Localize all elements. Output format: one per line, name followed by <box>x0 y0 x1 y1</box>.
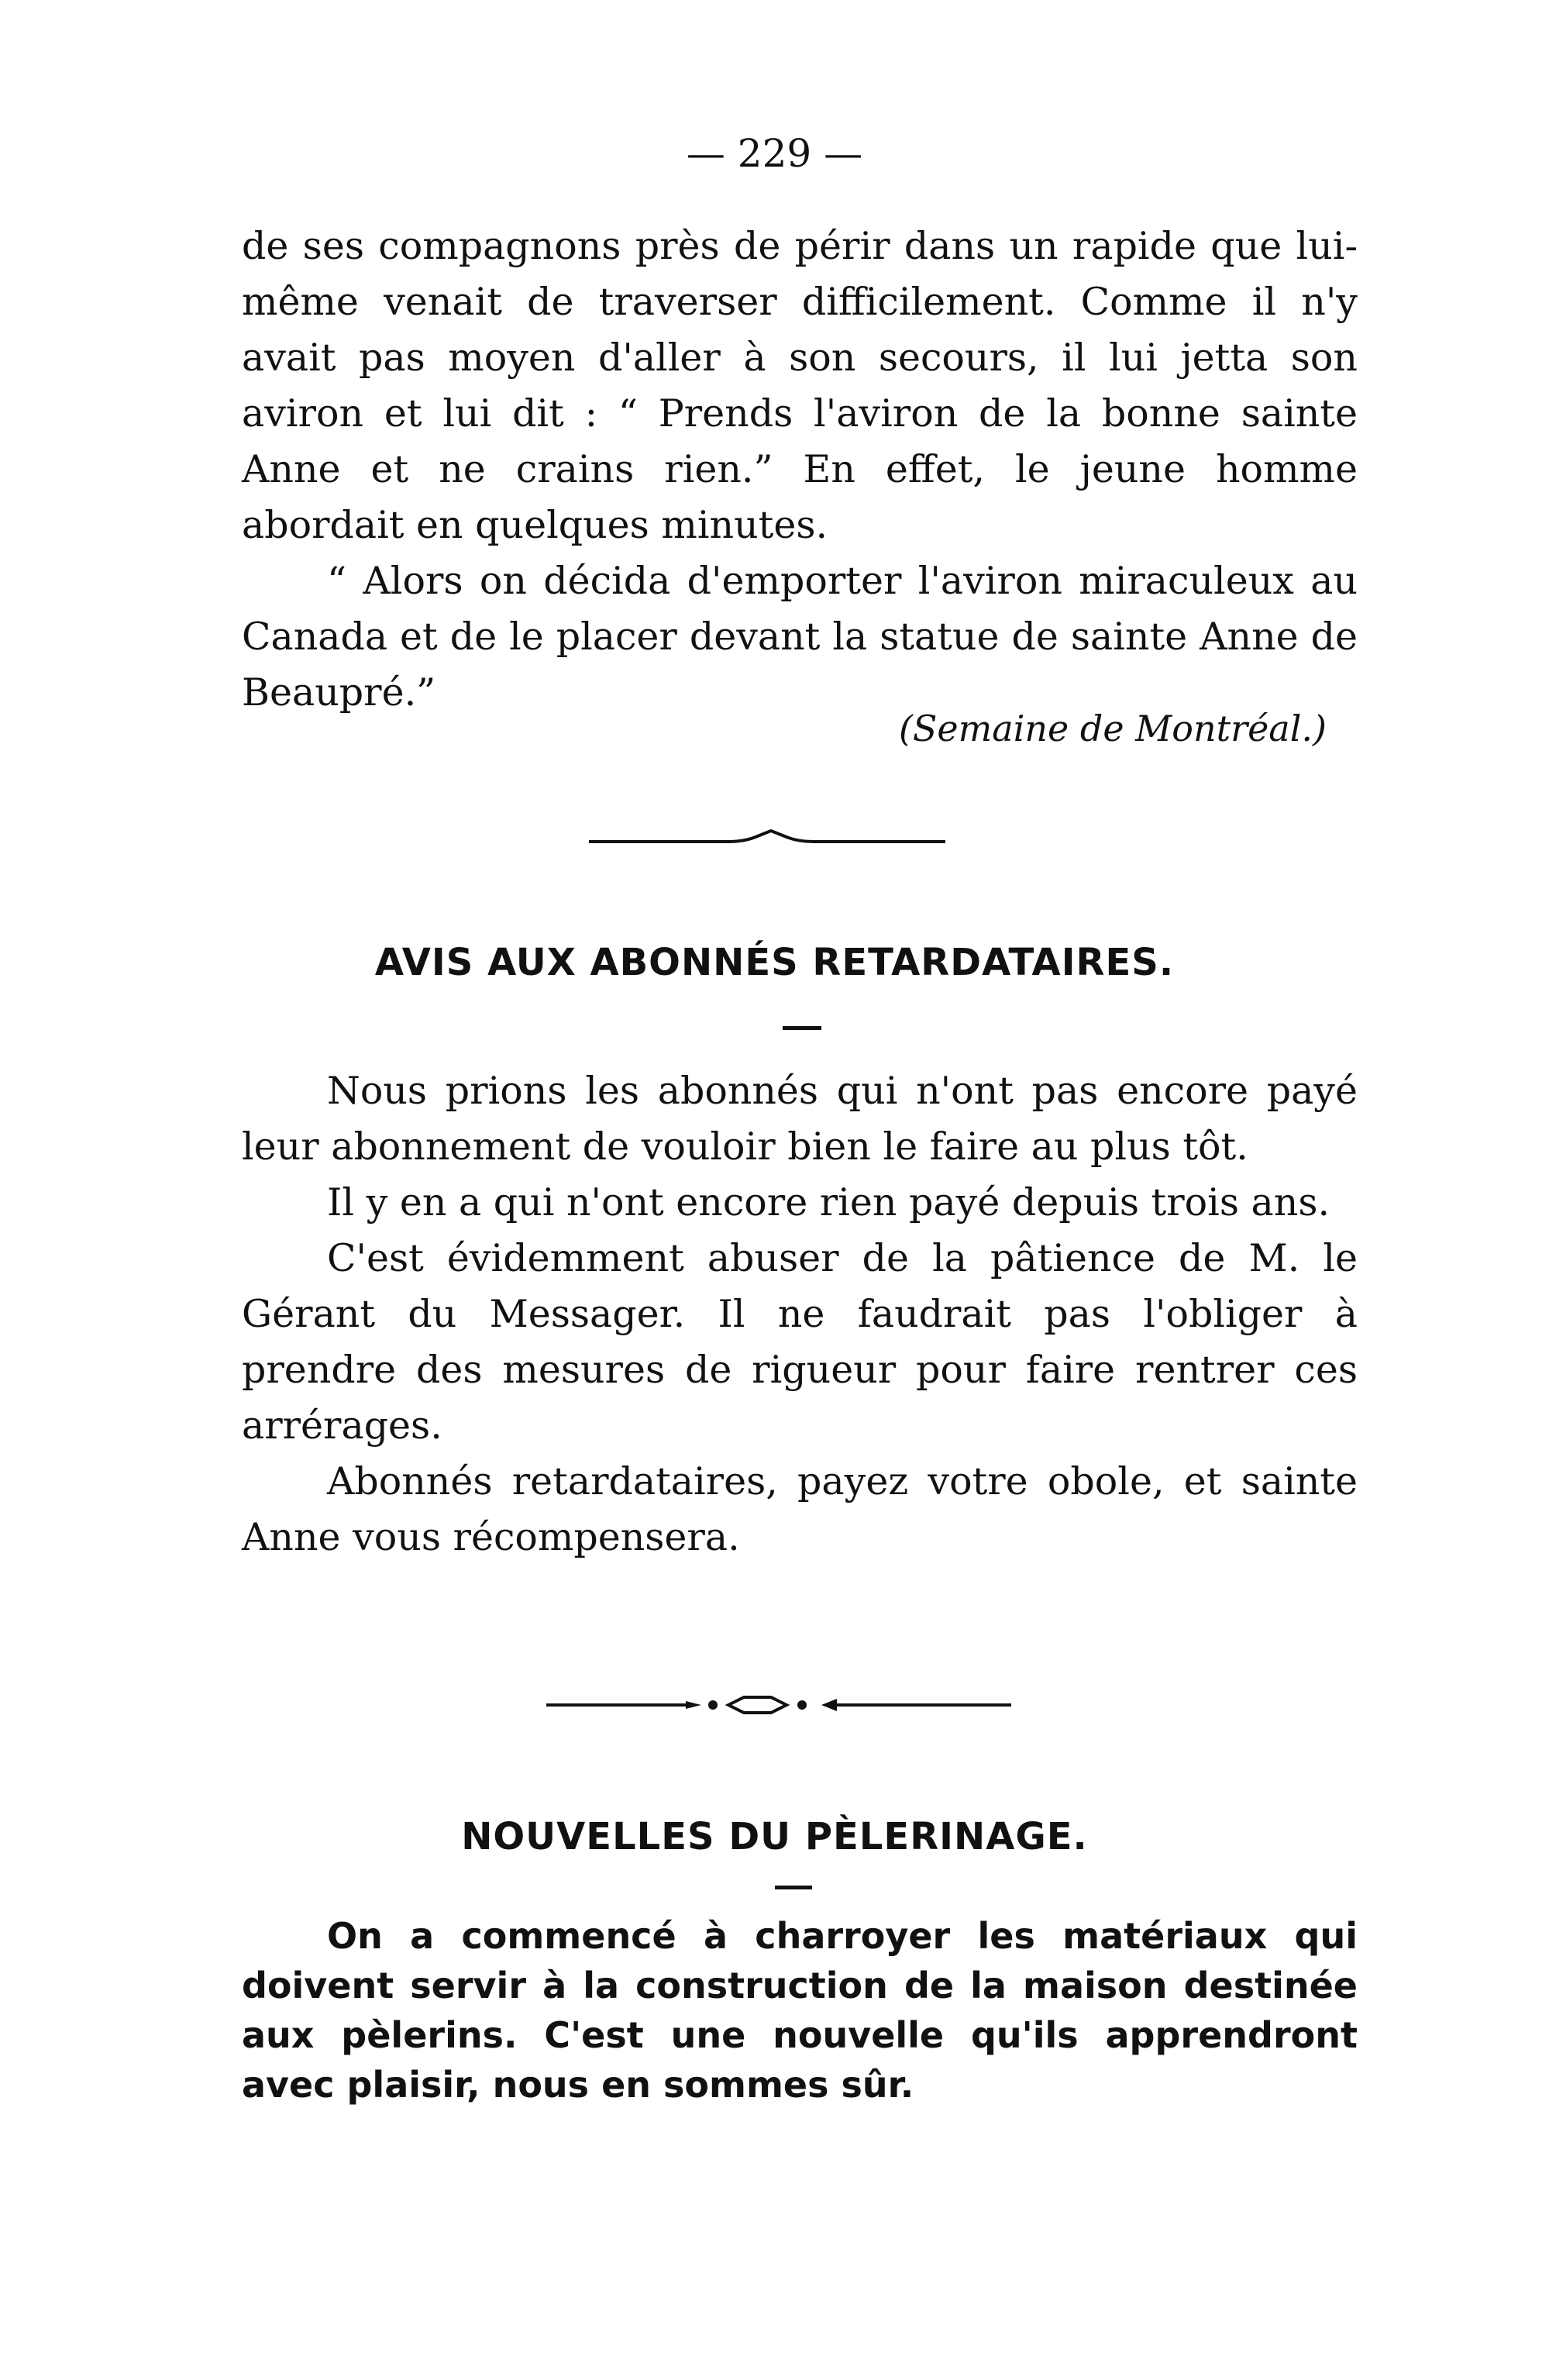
avis-paragraph-3: C'est évidemment abuser de la pâtience de M. le Gérant du Messager. Il ne faudrait pas l'obliger à prendre des mesures de rigueur pour faire rentrer ces arrérages. <box>242 1236 1358 1448</box>
article-paragraph-1: de ses compagnons près de périr dans un rapide que lui-même venait de traverser difficilement. Comme il n'y avait pas moyen d'aller à son secours, il lui jetta son aviron et lui dit : “ Prends l'aviron de la bonne sainte Anne et ne crains rien.” En effet, le jeune homme abordait en quelques minutes. <box>242 224 1358 547</box>
avis-paragraph-1: Nous prions les abonnés qui n'ont pas encore payé leur abonnement de vouloir bien le faire au plus tôt. <box>242 1069 1358 1169</box>
section-avis-body <box>242 1063 1358 1565</box>
article-source: (Semaine de Montréal.) <box>898 708 1327 749</box>
section-title-nouvelles: NOUVELLES DU PÈLERINAGE. <box>461 1815 1088 1858</box>
nouvelles-paragraph: On a commencé à charroyer les matériaux qui doivent servir à la construction de la maison destinée aux pèlerins. C'est une nouvelle qu'ils apprendront avec plaisir, nous en sommes sûr. <box>242 1915 1358 2106</box>
section-nouvelles-body <box>242 1911 1358 2110</box>
section-title-avis: AVIS AUX ABONNÉS RETARDATAIRES. <box>374 941 1175 984</box>
article-continuation <box>242 219 1358 721</box>
wavy-divider <box>589 826 945 849</box>
title-underline <box>783 1026 821 1030</box>
ornamental-divider <box>546 1689 1011 1720</box>
avis-paragraph-4: Abonnés retardataires, payez votre obole, et sainte Anne vous récompensera. <box>242 1459 1358 1559</box>
article-paragraph-2: “ Alors on décida d'emporter l'aviron miraculeux au Canada et de le placer devant la statue de sainte Anne de Beaupré.” <box>242 559 1358 715</box>
page-number: — 229 — <box>686 131 863 176</box>
title-underline-2 <box>775 1886 812 1889</box>
avis-paragraph-2: Il y en a qui n'ont encore rien payé depuis trois ans. <box>327 1180 1330 1224</box>
